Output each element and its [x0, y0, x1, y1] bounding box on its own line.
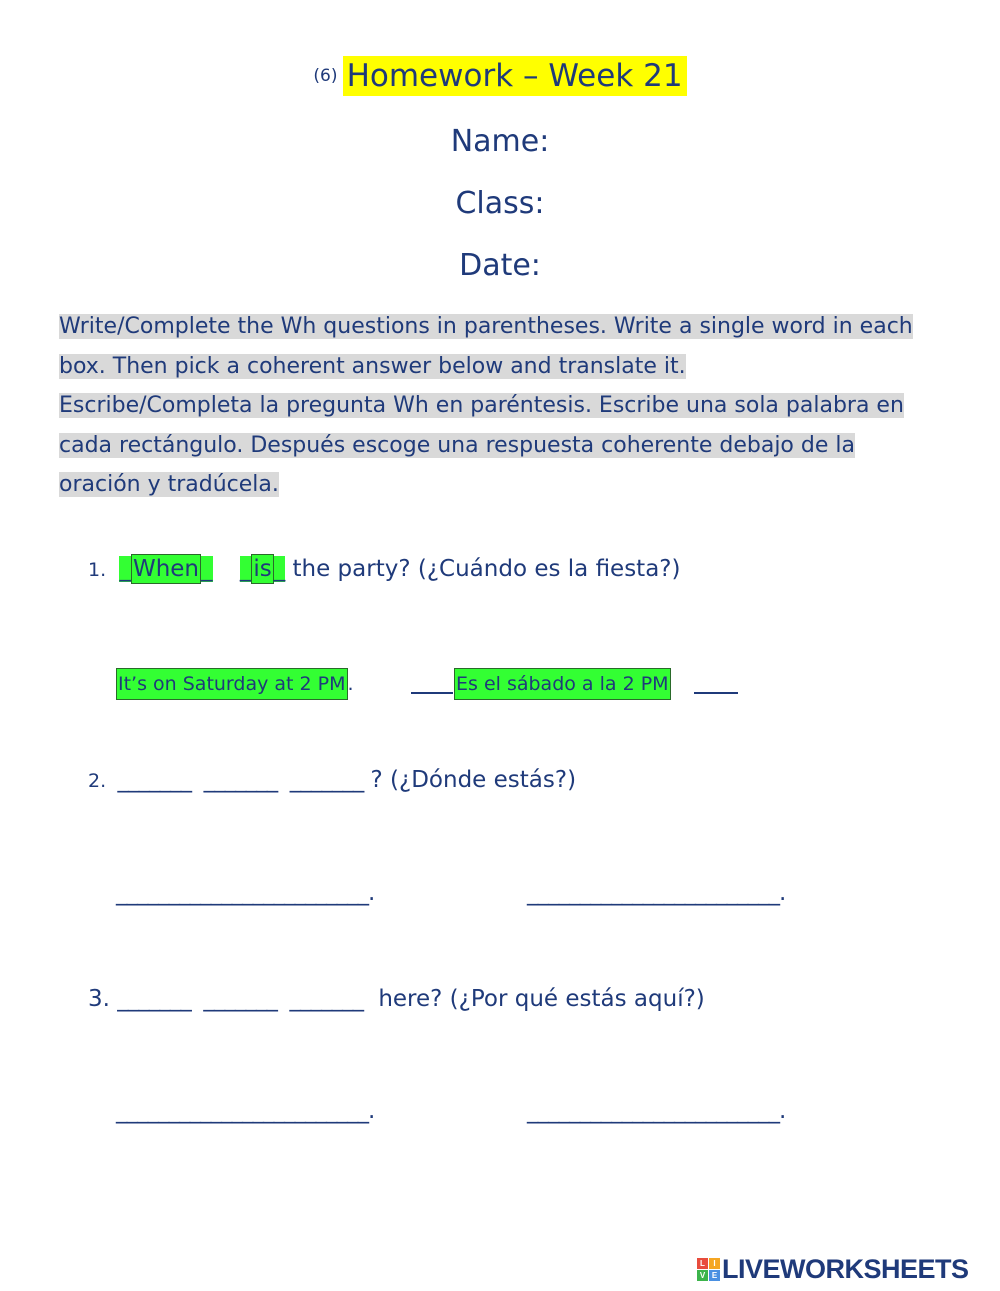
question-2-translation-line[interactable]: ________________________.	[527, 880, 786, 906]
question-2	[88, 767, 576, 793]
question-1-translation-underline-right	[694, 692, 738, 694]
logo-letter-l: L	[697, 1258, 708, 1269]
question-1-translation	[454, 668, 671, 700]
question-1-answer-period: .	[347, 673, 354, 695]
question-1-blank-1: _When_	[119, 556, 213, 582]
instructions-spanish: Escribe/Completa la pregunta Wh en paréntesis. Escribe una sola palabra en cada rectángulo. Después escoge una respuesta coherente debajo de la oración y tradúcela.	[59, 393, 904, 497]
instructions-english: Write/Complete the Wh questions in parentheses. Write a single word in each box. Then pick a coherent answer below and translate it.	[59, 314, 913, 379]
question-1-blank-2: _is_	[239, 556, 286, 582]
worksheet-title-text: Homework – Week 21	[343, 56, 687, 96]
question-1	[88, 554, 680, 584]
question-3-number: 3.	[88, 986, 110, 1012]
liveworksheets-logo[interactable]	[697, 1254, 969, 1284]
question-1-number: 1.	[88, 559, 107, 581]
question-2-blanks[interactable]: _______ _______ _______	[117, 767, 364, 793]
question-1-translation-input[interactable]: Es el sábado a la 2 PM	[454, 668, 671, 700]
question-1-word-1-input[interactable]: When	[132, 556, 199, 582]
name-label: Name:	[450, 124, 550, 159]
date-label: Date:	[459, 248, 541, 283]
question-2-text: ? (¿Dónde estás?)	[370, 767, 577, 793]
question-3-text: here? (¿Por qué estás aquí?)	[378, 986, 705, 1012]
logo-letter-e: E	[709, 1270, 720, 1281]
question-3-blanks[interactable]: _______ _______ _______	[117, 986, 364, 1012]
question-3-answer-line[interactable]: ________________________.	[116, 1098, 375, 1124]
instructions	[59, 307, 939, 505]
logo-letter-v: V	[697, 1270, 708, 1281]
question-1-answer-row	[116, 668, 354, 700]
class-label: Class:	[455, 186, 545, 221]
question-2-number: 2.	[88, 770, 107, 792]
question-2-answer-line[interactable]: ________________________.	[116, 880, 375, 906]
question-1-text: the party? (¿Cuándo es la fiesta?)	[292, 556, 681, 582]
liveworksheets-brand: LIVEWORKSHEETS	[722, 1253, 969, 1284]
question-1-answer-select[interactable]: It’s on Saturday at 2 PM	[116, 668, 348, 700]
liveworksheets-logo-icon	[697, 1258, 720, 1281]
question-1-translation-underline-left	[411, 692, 453, 694]
question-3	[88, 986, 705, 1012]
logo-letter-i: I	[709, 1258, 720, 1269]
worksheet-title	[0, 58, 1000, 94]
worksheet-number: (6)	[313, 66, 338, 86]
question-1-word-2-input[interactable]: is	[253, 556, 272, 582]
question-3-translation-line[interactable]: ________________________.	[527, 1098, 786, 1124]
